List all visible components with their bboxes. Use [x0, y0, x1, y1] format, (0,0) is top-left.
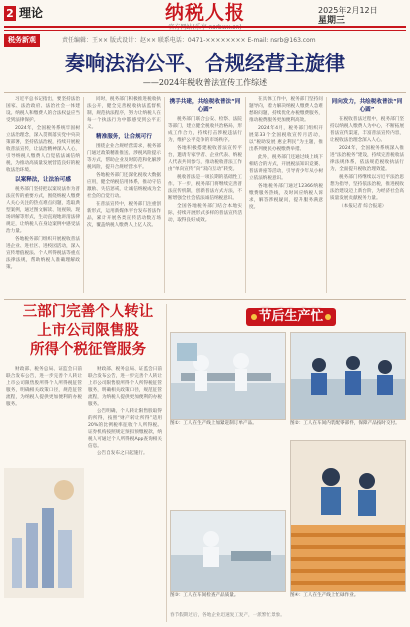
main-headline: 奏响法治公平、合规经营主旋律 — [65, 51, 345, 75]
photo-caption: 图②：工人在车间内装配零部件，保障产品按时交付。 — [290, 421, 400, 426]
photo-caption: 图④：工人在生产线上忙碌作业。 — [290, 593, 359, 598]
section-heading: 携手共建，共绘税收普法“同心圆” — [169, 99, 241, 113]
photo-caption: 图①：工人在生产线上加紧赶制订单产品。 — [170, 421, 257, 426]
issue-date — [318, 6, 378, 27]
issue-date-text: 2025年2月12日 — [318, 6, 378, 15]
feature-body — [88, 366, 162, 602]
paragraph: 公告明确，个人转让限售股取得的所得，按照“财产转让所得”适用20%的比例税率征收个人所得税。证券机构按照规定预扣预缴税款，纳税人可通过个人所得税App查询相关信息。 — [88, 409, 162, 449]
paragraph: 2024年，全国税务系统牢固树立法治理念，深入贯彻落实党中央决策部署，坚持依法治税，持续开展税收普法宣传，让法治精神深入人心，引导纳税人缴费人自觉依法诚信纳税，为推动高质量发展营造良好的税收法治环境。 — [6, 126, 80, 173]
masthead-rule-thin — [4, 30, 406, 31]
paragraph: 各地税务部门通过12366纳税缴费服务热线，及时回应纳税人诉求，解答涉税疑问，提升服务满意度。 — [249, 184, 323, 210]
issue-weekday: 星期三 — [318, 16, 346, 26]
article-column-5 — [330, 96, 404, 296]
lower-section-divider — [4, 299, 406, 300]
article-column-2 — [87, 96, 161, 296]
article-column-4 — [249, 96, 323, 296]
paragraph: 税收普法是一项长期的基础性工作。下一步，税务部门将继续完善普法宣传机制，创新普法方式方法，不断增强全社会依法诚信纳税意识。 — [168, 175, 242, 201]
paragraph: 全国各地税务部门结合本地实际，持续开展形式多样的普法宣传活动，取得良好成效。 — [168, 204, 242, 223]
paragraph: 2024年4月，税务部门组织开展第33个全国税收宣传月活动，以“税助发展 惠企利民”为主题，推出系列便民办税缴费举措。 — [249, 126, 323, 152]
paragraph: 2024年，全国税务系统深入推进“法治税务”建设，持续完善税收法律法规体系，依法规范税收执法行为，全面提升税收治理效能。 — [330, 146, 404, 172]
column-divider — [164, 97, 165, 293]
paragraph: 此外，税务部门还通过线上线下相结合的方式，开展税法知识竞赛、普法讲座等活动，引导青少年从小树立依法纳税意识。 — [249, 155, 323, 181]
paragraph: 各地积极搭建税收普法宣传平台，邀请专家学者、企业代表、纳税人代表共同参与，推动税收普法工作由“单向宣传”向“双向互动”转变。 — [168, 146, 242, 172]
section-heading: 同向发力，共绘税收普法“同心圆” — [331, 99, 403, 113]
article-column-1 — [6, 96, 80, 296]
paragraph: 税务部门联合公安、检察、法院等部门，建立健全税收共治格局，形成工作合力，持续打击涉税违法行为，维护公平竞争的市场秩序。 — [168, 117, 242, 143]
paragraph: 公告自发布之日起施行。 — [97, 451, 148, 456]
column-divider — [83, 97, 84, 293]
photo-section-title: 节后生产忙 — [258, 309, 324, 324]
section-heading: 精准服务，让合规可行 — [96, 134, 152, 140]
paragraph: 在普法宣传中，税务部门注重创新形式，运用新媒体平台发布普法作品，累计开展各类宣传活动数万场次，覆盖纳税人缴费人上亿人次。 — [87, 202, 161, 228]
paragraph: 围绕企业合规经营需求，税务部门通过政策精准推送、涉税风险提示等方式，帮助企业及时防范和化解涉税风险，提升合规经营水平。 — [87, 144, 161, 170]
photo-assembly-workshop — [290, 332, 406, 420]
paragraph: （本报记者 综合报道） — [339, 204, 387, 209]
page-number-badge: 2 — [4, 6, 16, 21]
newspaper-title: 纳税人报 — [164, 2, 245, 24]
feature-body-lead — [6, 366, 82, 466]
feature-decoration-illustration — [4, 468, 84, 598]
photo-production-line — [170, 332, 286, 420]
article-column-3 — [168, 96, 242, 296]
feature-headline-line: 上市公司限售股 — [37, 322, 139, 339]
section-heading: 以案释法，让法治可感 — [15, 177, 71, 183]
section-name: 理论 — [19, 6, 44, 20]
paragraph: 财政部、税务总局、证监会日前联合发布公告，进一步完善个人转让上市公司限售股所得个人所得税征管服务，明确相关政策口径，规范征管流程，为纳税人提供更加便利的办税服务。 — [88, 367, 162, 407]
paragraph: 各地税务部门组织开展税收普法进企业、进社区、进校园活动，深入宣传增值税法、个人所得税法等重点法律法规，帮助纳税人准确理解政策。 — [6, 237, 80, 270]
column-tag: 税务新观 — [4, 34, 40, 47]
column-divider — [166, 304, 167, 622]
paragraph: 税务部门将继续以习近平法治思想为指导，坚持依法治税，推进税收法治建设迈上新台阶，为经济社会高质量发展贡献税务力量。 — [330, 175, 404, 201]
feature-headline-line: 三部门完善个人转让 — [22, 303, 154, 320]
column-divider — [326, 97, 327, 293]
feature-headline — [14, 302, 162, 359]
column-divider — [245, 97, 246, 293]
paragraph: 税务部门坚持把以案说法作为普法宣传的重要方式，围绕纳税人缴费人关心关注的热点难点问题，选取典型案例，通过图文解读、短视频、现场讲解等形式，生动直观地讲清法律规定，让纳税人在身边案例中感受法治力量。 — [6, 187, 80, 234]
photo-quality-check — [170, 510, 286, 592]
photo-caption: 图③：工人在车间检查产品质量。 — [170, 593, 239, 598]
paragraph: 财政部、税务总局、证监会日前联合发布公告，进一步完善个人转让上市公司限售股所得个人所得税征管服务，明确相关政策口径，规范征管流程，为纳税人提供更加便利的办税服务。 — [6, 367, 82, 407]
photo-section-footer: 春节假期过后，各地企业迅速复工复产，一派繁忙景象。 — [170, 613, 285, 618]
editor-info-line: 责任编辑：王×× 版式设计：赵×× 联系电话：0471-×××××××× E-mail: nsrb@163.com — [62, 37, 316, 44]
paragraph: 在具体工作中，税务部门坚持问题导向，着力解决纳税人缴费人急难愁盼问题，持续优化办税缴费服务，推动税费服务更加便利高效。 — [249, 97, 323, 123]
feature-headline-line: 所得个税征管服务 — [30, 341, 146, 358]
paragraph: 在税收普法过程中，税务部门坚持以纳税人缴费人为中心，不断拓展普法宣传渠道，丰富普法宣传内容，让税收法治理念深入人心。 — [330, 117, 404, 143]
headline-divider — [4, 92, 406, 93]
paragraph: 习近平总书记指出，要坚持法治国家、法治政府、法治社会一体建设。纳税人和缴费人的合法权益应当受到法律保护。 — [6, 97, 80, 123]
paragraph: 各地税务部门还深化税收大数据应用，健全纳税信用体系，推动守信激励、失信惩戒，让诚信纳税成为全社会的自觉行动。 — [87, 173, 161, 199]
photo-cable-production — [290, 440, 406, 592]
paragraph: 同时，税务部门积极推进税收执法公开，健全完善税收执法监督机制，规范执法程序，努力让纳税人在每一个执法行为中都感受到公平正义。 — [87, 97, 161, 130]
masthead-rule — [4, 26, 406, 28]
main-subheadline: ——2024年税收普法宣传工作综述 — [142, 78, 268, 87]
